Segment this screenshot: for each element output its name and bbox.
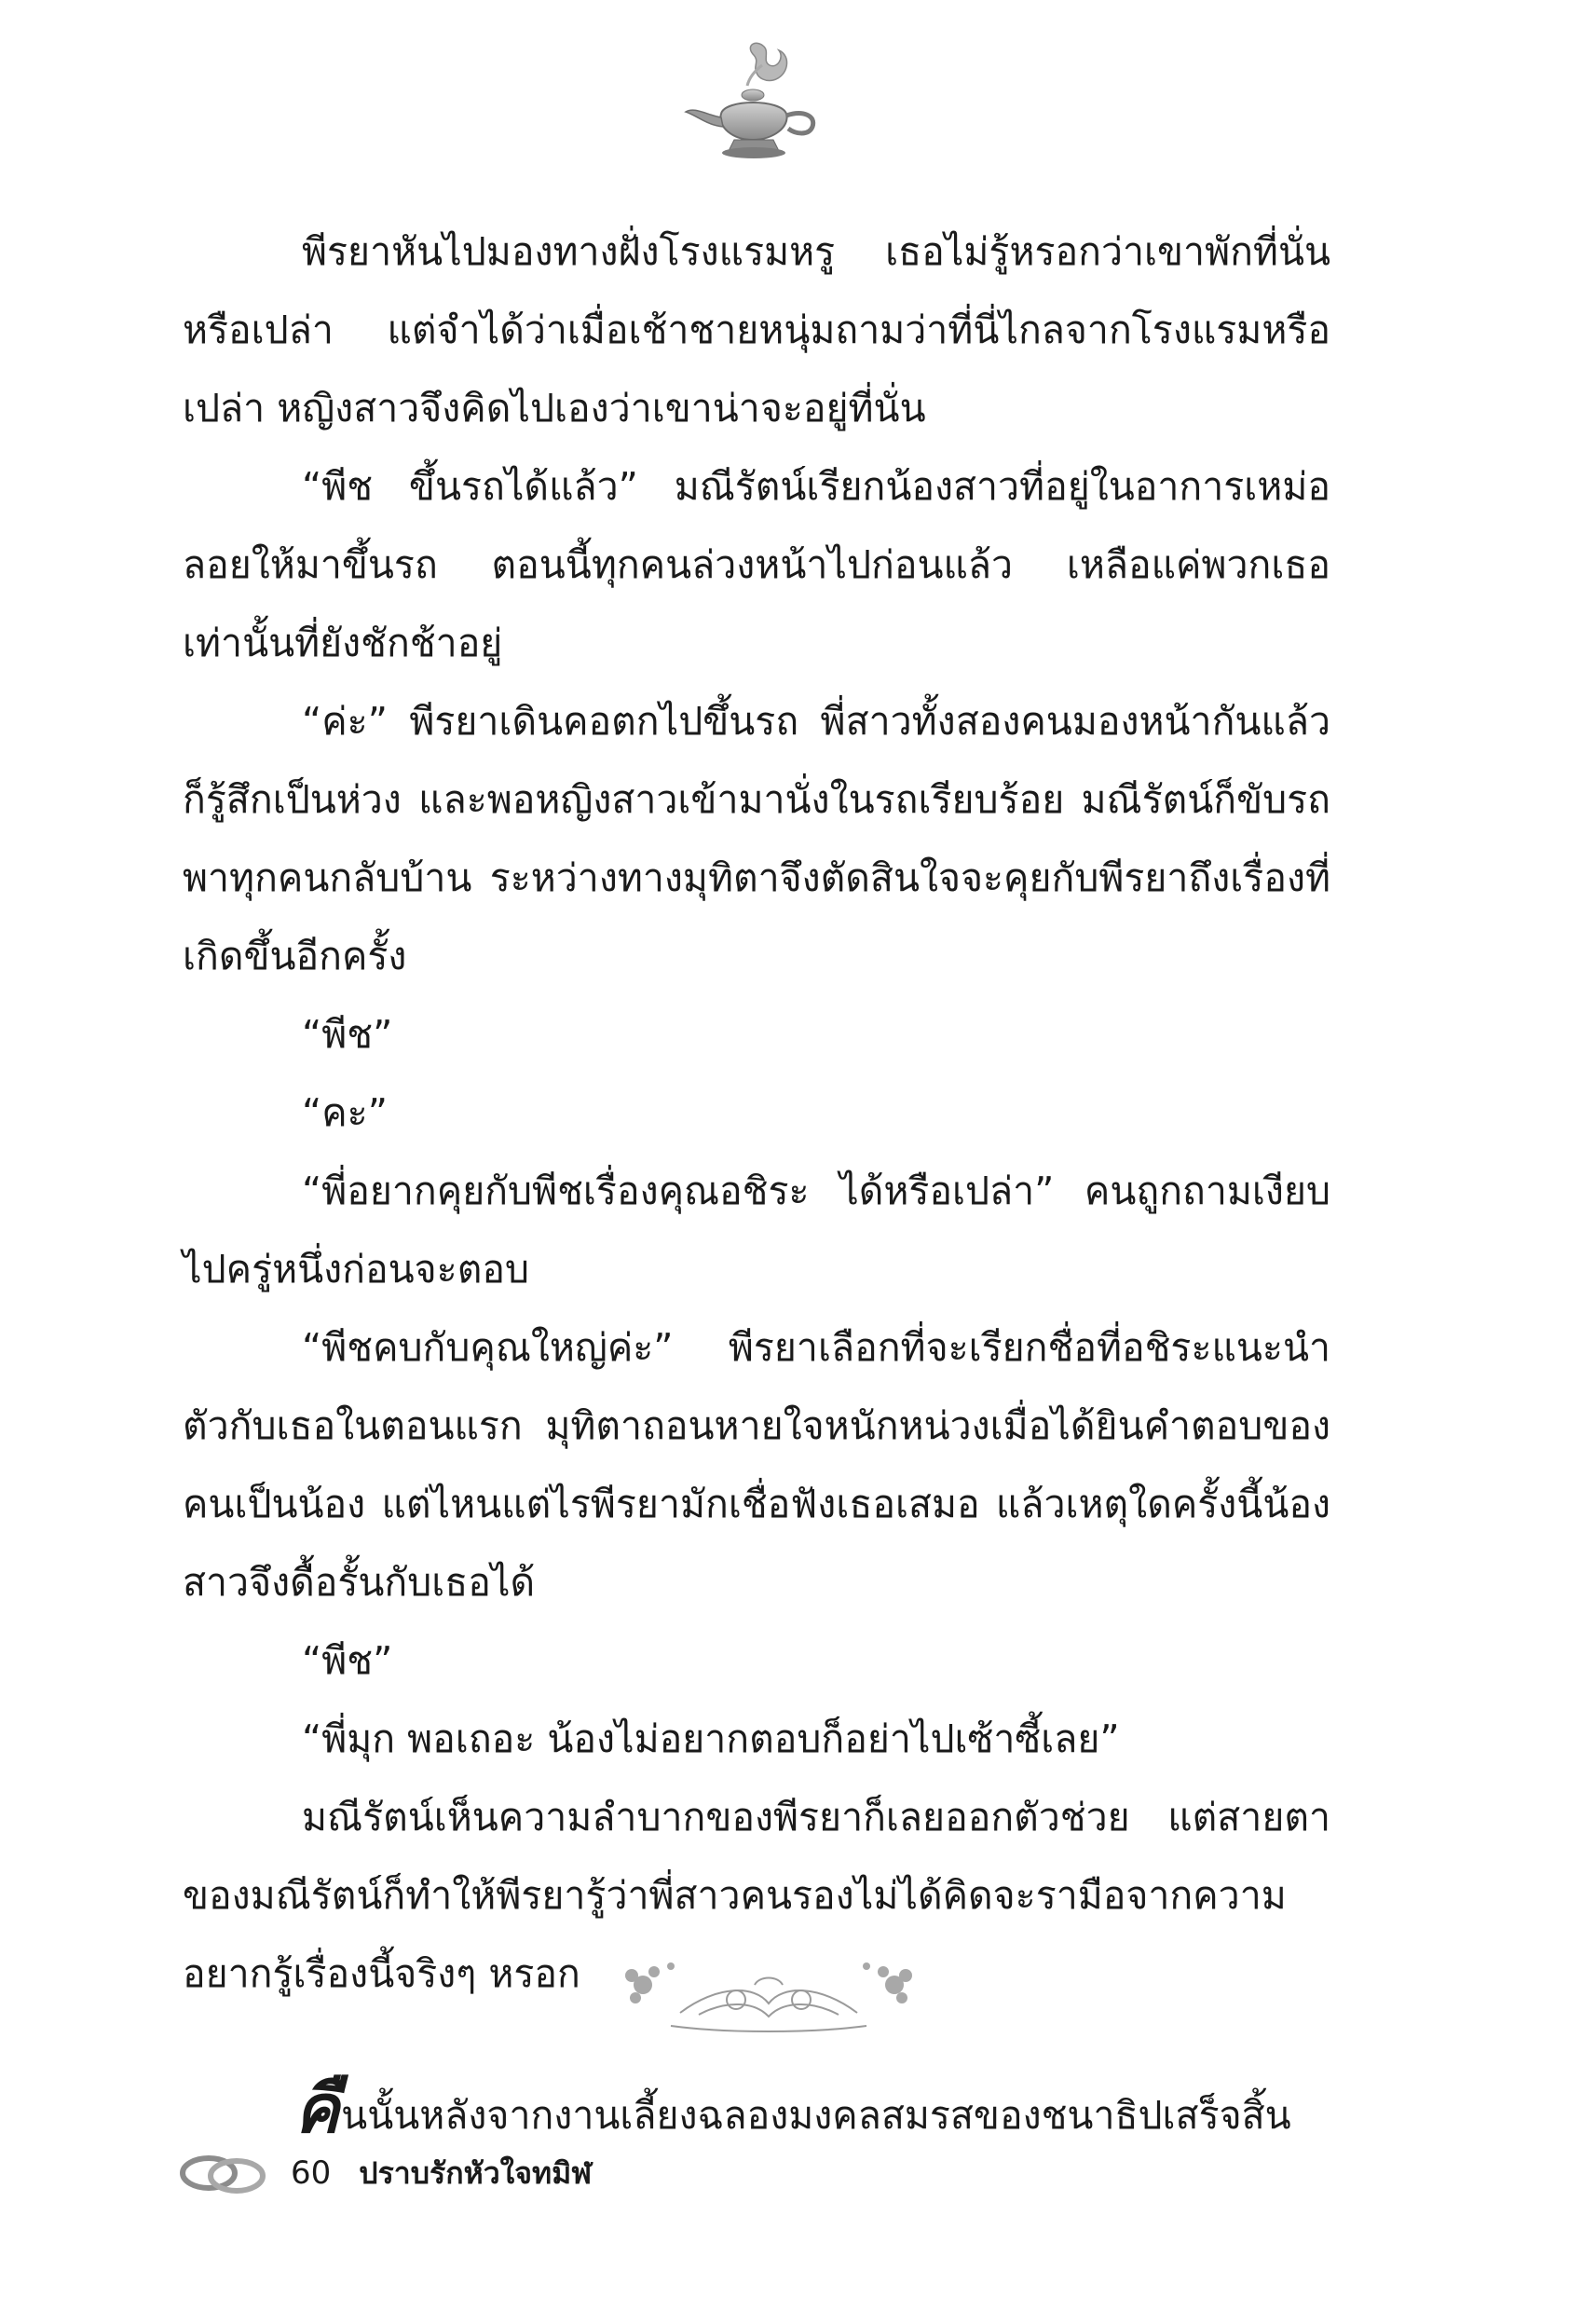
paragraph: “พีช ขึ้นรถได้แล้ว” มณีรัตน์เรียกน้องสาวที่อยู่ในอาการเหม่อลอยให้มาขึ้นรถ ตอนนี้ทุกคนล่วงหน้าไปก่อนแล้ว เหลือแค่พวกเธอเท่านั้นที่ยังชักช้าอยู่ — [183, 464, 1330, 665]
paragraph: “ค่ะ” พีรยาเดินคอตกไปขึ้นรถ พี่สาวทั้งสองคนมองหน้ากันแล้วก็รู้สึกเป็นห่วง และพอหญิงสาวเข้ามานั่งในรถเรียบร้อย มณีรัตน์ก็ขับรถพาทุกคนกลับบ้าน ระหว่างทางมุทิตาจึงตัดสินใจจะคุยกับพีรยาถึงเรื่องที่เกิดขึ้นอีกครั้ง — [183, 699, 1330, 978]
page-footer — [177, 2143, 592, 2203]
paragraph: “พีช” — [302, 1638, 393, 1683]
rings-icon — [177, 2150, 270, 2196]
page-number: 60 — [291, 2154, 332, 2192]
paragraph: พีรยาหันไปมองทางฝั่งโรงแรมหรู เธอไม่รู้หรอกว่าเขาพักที่นั่นหรือเปล่า แต่จำได้ว่าเมื่อเช้าชายหนุ่มถามว่าที่นี่ไกลจากโรงแรมหรือเปล่า หญิงสาวจึงคิดไปเองว่าเขาน่าจะอยู่ที่นั่น — [183, 229, 1330, 431]
floral-divider-icon — [615, 1948, 922, 2050]
paragraph: มณีรัตน์เห็นความลำบากของพีรยาก็เลยออกตัวช่วย แต่สายตาของมณีรัตน์ก็ทำให้พีรยารู้ว่าพี่สาวคนรองไม่ได้คิดจะรามือจากความอยากรู้เรื่องนี้จริงๆ หรอก — [183, 1795, 1330, 1996]
drop-cap: คื — [294, 2070, 340, 2148]
paragraph: “พี่อยากคุยกับพีชเรื่องคุณอชิระ ได้หรือเปล่า” คนถูกถามเงียบไปครู่หนึ่งก่อนจะตอบ — [183, 1169, 1330, 1292]
chapter-opening-text: นนั้นหลังจากงานเลี้ยงฉลองมงคลสมรสของชนาธิปเสร็จสิ้น — [341, 2093, 1291, 2138]
genie-lamp-icon — [680, 37, 829, 177]
book-title: ปราบรักหัวใจทมิฬ — [359, 2154, 593, 2191]
paragraph: “พี่มุก พอเถอะ น้องไม่อยากตอบก็อย่าไปเซ้าซี้เลย” — [302, 1716, 1120, 1761]
paragraph: “พีช” — [302, 1012, 393, 1057]
body-text — [183, 212, 1330, 2013]
paragraph: “พีชคบกับคุณใหญ่ค่ะ” พีรยาเลือกที่จะเรียกชื่อที่อชิระแนะนำตัวกับเธอในตอนแรก มุทิตาถอนหายใจหนักหน่วงเมื่อได้ยินคำตอบของคนเป็นน้อง แต่ไหนแต่ไรพีรยามักเชื่อฟังเธอเสมอ แล้วเหตุใดครั้งนี้น้องสาวจึงดื้อรั้นกับเธอได้ — [183, 1325, 1330, 1605]
paragraph: “คะ” — [302, 1090, 388, 1135]
